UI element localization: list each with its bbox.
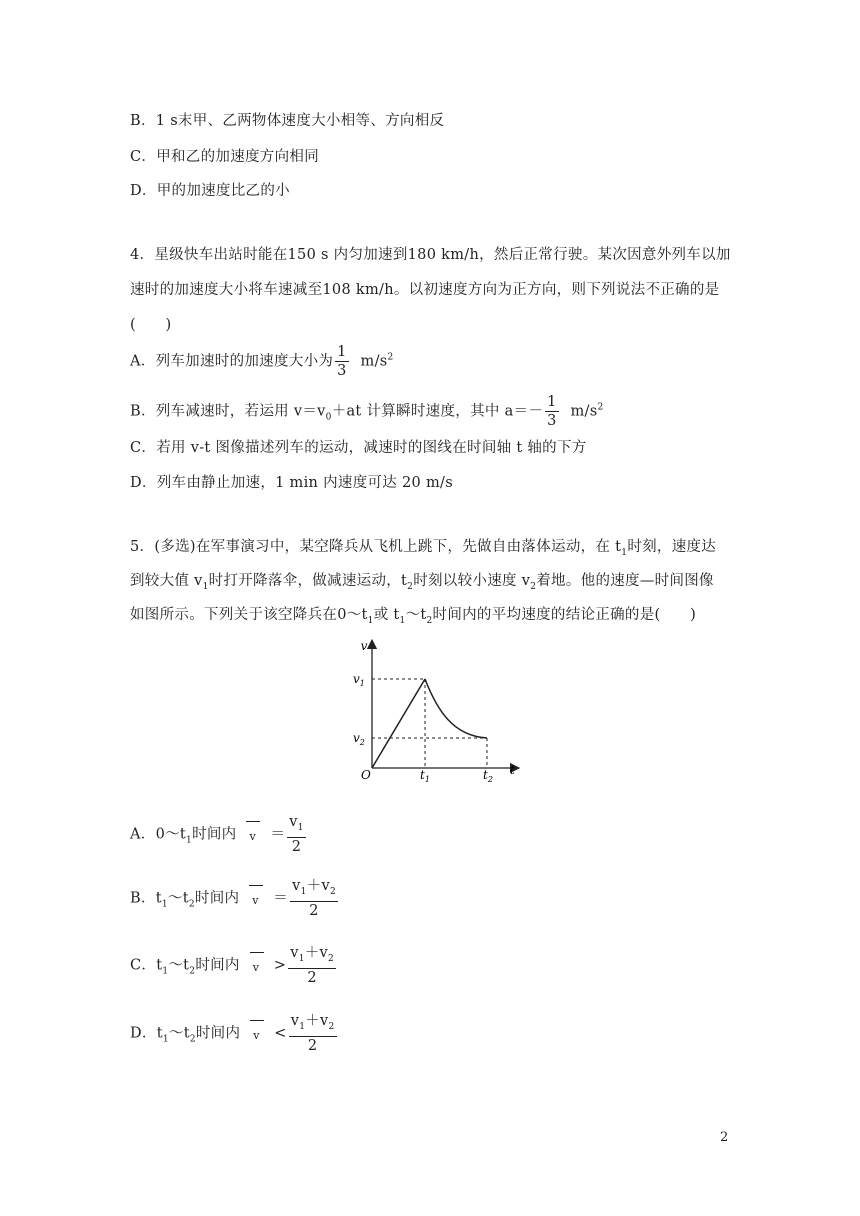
fraction: $\frac{v_1}{2}$ [289, 814, 304, 855]
q3-option-d: D．甲的加速度比乙的小 [130, 183, 290, 199]
fraction-denominator: 3 [547, 413, 557, 429]
q3-option-c: C．甲和乙的加速度方向相同 [130, 149, 319, 165]
fraction-numerator: v [289, 814, 298, 830]
velocity-time-graph [345, 638, 525, 783]
accel-line [372, 679, 425, 768]
option-text: 时间内 [195, 1025, 241, 1042]
fraction [335, 343, 349, 380]
q5-stem-text: 到较大值 v [130, 573, 203, 589]
fraction-denominator: 2 [307, 1037, 318, 1054]
q5-stem-text: 时间内的平均速度的结论正确的是( ) [432, 607, 697, 623]
fraction-numerator: v [292, 878, 301, 894]
q4-a-text: A．列车加速时的加速度大小为 [130, 353, 334, 370]
fraction-denominator: 2 [307, 969, 317, 986]
q5-stem-text: 时刻以较小速度 v [413, 573, 531, 589]
q4-b-text: B．列车减速时，若运用 v＝v [130, 403, 326, 420]
option-text: 时间内 [195, 957, 240, 974]
option-text: ～t [168, 957, 190, 974]
q3-option-b: B．1 s末甲、乙两物体速度大小相等、方向相反 [130, 113, 445, 129]
option-text: C．t [130, 957, 163, 974]
q4-option-b: B．列车减速时，若运用 $v=v_0+at$ 计算瞬时速度，其中 a＝－ $\frac{1}{3}$ $m/s^2$ [130, 394, 604, 429]
q4-b-unit: m/s [570, 403, 598, 420]
q5-stem-text: ～t [405, 607, 427, 623]
fraction: $\frac{v_1+v_2}{2}$ [290, 945, 335, 986]
fraction-numerator: v [290, 1013, 300, 1029]
q5-stem-text: 着地。他的速度—时间图像 [536, 573, 714, 589]
fraction-denominator: 3 [337, 363, 347, 379]
fraction-numerator: v [290, 945, 299, 961]
q5-stem-text: 或 t [373, 607, 400, 623]
v2-label: $v_2$ [353, 731, 365, 747]
x-axis-label: t [510, 763, 515, 777]
option-text: ～t [167, 890, 189, 907]
decel-curve [425, 679, 487, 738]
relation: ＝ [273, 890, 289, 907]
q4-option-a: A．列车加速时的加速度大小为 $\frac{1}{3}$ $m/s^2$ [130, 344, 394, 379]
q5-option-d: D．$t_1\sim t_2$时间内 v < $\frac{v_1+v_2}{2}$ [130, 1013, 335, 1054]
average-velocity-symbol: v [246, 1018, 268, 1048]
q5-option-b: B．$t_1\sim t_2$时间内 v ＝ $\frac{v_1+v_2}{2}$ [130, 878, 336, 919]
q4-stem-line1: 4．星级快车出站时能在150 s 内匀加速到180 km/h，然后正常行驶。某次因意外列车以加 [130, 247, 731, 263]
relation: < [274, 1025, 287, 1042]
option-text: ～t [168, 1025, 190, 1042]
q4-stem-line2: 速时的加速度大小将车速减至108 km/h。以初速度方向为正方向，则下列说法不正确的是 [130, 282, 720, 298]
q4-a-unit: m/s [360, 353, 388, 370]
average-velocity-symbol: v [245, 883, 267, 913]
q4-option-c: C．若用 v-t 图像描述列车的运动，减速时的图线在时间轴 t 轴的下方 [130, 440, 587, 456]
v1-label: $v_1$ [353, 672, 365, 688]
option-text: B．t [130, 890, 162, 907]
average-velocity-symbol: v [242, 819, 264, 849]
t2-label: $t_2$ [483, 768, 493, 783]
q5-stem-text: 5．(多选)在军事演习中，某空降兵从飞机上跳下，先做自由落体运动，在 t [130, 539, 622, 555]
fraction-denominator: 2 [291, 838, 302, 855]
q5-stem-text: 如图所示。下列关于该空降兵在0～t [130, 607, 368, 623]
q5-option-c: C．$t_1\sim t_2$时间内 v > $\frac{v_1+v_2}{2}$ [130, 945, 335, 986]
average-velocity-symbol: v [246, 950, 268, 980]
fraction-numerator: 1 [337, 344, 347, 360]
t1-label: $t_1$ [420, 768, 430, 783]
fraction: $\frac{v_1+v_2}{2}$ [290, 1013, 335, 1054]
q4-b-mid: ＋at 计算瞬时速度，其中 a＝－ [331, 403, 544, 420]
relation: ＝ [270, 826, 286, 843]
origin-label: O [361, 768, 371, 782]
fraction: $\frac{v_1+v_2}{2}$ [292, 878, 336, 919]
q4-option-d: D．列车由静止加速，1 min 内速度可达 20 m/s [130, 475, 453, 491]
q5-stem-text: 时刻，速度达 [627, 539, 717, 555]
y-axis-label: v [360, 639, 368, 653]
page-number: 2 [720, 1130, 729, 1145]
option-text: D．t [130, 1025, 163, 1042]
q5-stem-line3: 如图所示。下列关于该空降兵在$0\sim t_1$或 $t_1\sim t_2$时间内的平均速度的结论正确的是( ) [130, 607, 697, 626]
q4-paren: ( ) [130, 317, 172, 333]
q5-option-a: A．$0\sim t_1$时间内 v ＝ $\frac{v_1}{2}$ [130, 814, 304, 855]
relation: > [273, 957, 287, 974]
q5-stem-line1: 5．(多选)在军事演习中，某空降兵从飞机上跳下，先做自由落体运动，在 $t_1$时刻，速度达 [130, 539, 717, 558]
q5-stem-text: 时打开降落伞，做减速运动，t [208, 573, 408, 589]
option-text: A．0～t [130, 826, 187, 843]
option-text: 时间内 [194, 890, 240, 907]
q5-stem-line2: 到较大值 $v_1$时打开降落伞，做减速运动，$t_2$时刻以较小速度 $v_2$着地。他的速度—时间图像 [130, 573, 714, 592]
fraction-numerator: 1 [547, 394, 557, 410]
fraction-denominator: 2 [309, 902, 319, 919]
option-text: 时间内 [192, 826, 237, 843]
fraction [545, 393, 559, 430]
